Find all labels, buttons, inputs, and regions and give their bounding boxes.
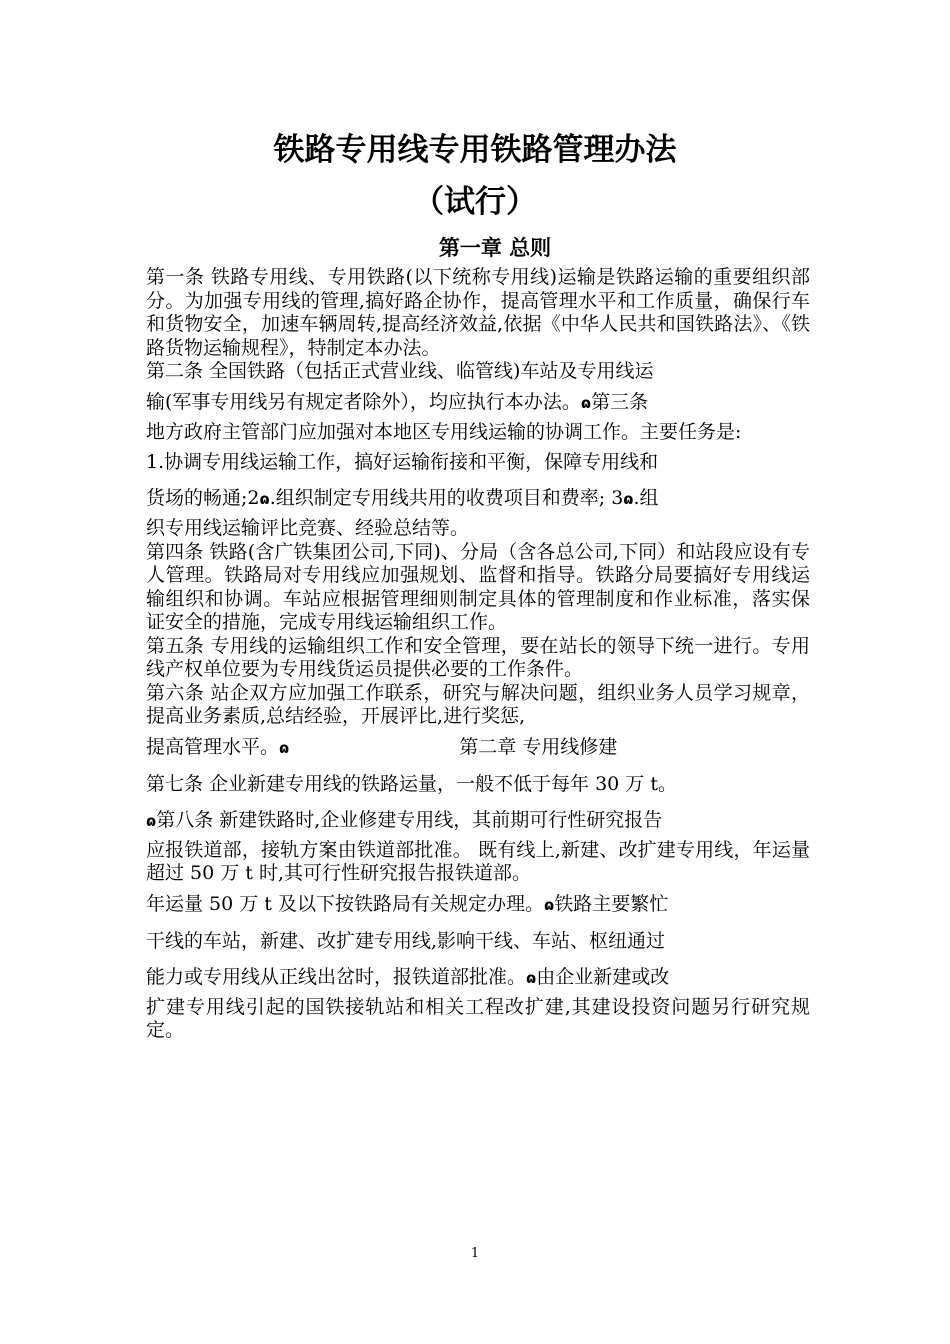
- article-2-text: 输(军事专用线另有规定者除外），均应执行本办法。: [146, 390, 581, 413]
- article-8-text: 应报铁道部，接轨方案由铁道部批准。 既有线上,新建、改扩建专用线，年运量超过 50 万 t 时,其可行性研究报告报铁道部。: [146, 838, 810, 884]
- article-3-text: 地方政府主管部门应加强对本地区专用线运输的协调工作。主要任务是:: [146, 420, 742, 443]
- document-body: [146, 266, 810, 1043]
- paragraph-mark: ɷ: [259, 490, 270, 508]
- article-6-end: 提高管理水平。: [146, 735, 280, 758]
- article-3-items-line: [146, 480, 810, 517]
- paragraph-mark: ɷ: [580, 393, 592, 412]
- article-4: 第四条 铁路(含广铁集团公司,下同)、分局（含各总公司,下同）和站段应设有专人管理。铁路局对专用线应加强规划、监督和指导。铁路分局要搞好专用线运输组织和协调。车站应根据管理细则制定具体的管理制度和作业标准，落实保证安全的措施，完成专用线运输组织工作。: [146, 540, 810, 633]
- article-8-line-5: [146, 959, 810, 996]
- article-8-approval: 能力或专用线从正线出岔时，报铁道部批准。: [146, 965, 527, 988]
- chapter-2-heading: 第二章 专用线修建: [459, 735, 618, 758]
- article-2-line-1: 第二条 全国铁路（包括正式营业线、临管线)车站及专用线运: [146, 360, 654, 382]
- article-1: 第一条 铁路专用线、专用铁路(以下统称专用线)运输是铁路运输的重要组织部分。为加强专用线的管理,搞好路企协作，提高管理水平和工作质量，确保行车和货物安全，加速车辆周转,提高经济效益,依据《中华人民共和国铁路法》、《铁路货物运输规程》，特制定本办法。: [146, 266, 810, 359]
- paragraph-mark: ɷ: [279, 738, 290, 757]
- paragraph-mark: ɷ: [526, 968, 537, 987]
- article-8-line-3: [146, 886, 810, 923]
- paragraph-mark: ɷ: [623, 490, 634, 508]
- article-3-item-3-start: .组: [633, 487, 659, 509]
- chapter-1-heading: 第一章 总则: [438, 235, 552, 260]
- article-3-item-2: .组织制定专用线共用的收费项目和费率; 3: [269, 487, 624, 509]
- paragraph-mark: ɷ: [543, 895, 555, 914]
- article-8-trunk-start: 铁路主要繁忙: [554, 892, 669, 915]
- article-8-enterprise-start: 由企业新建或改: [536, 965, 670, 988]
- paragraph-mark: ɷ: [146, 811, 157, 830]
- article-3-item-2-start: 货场的畅通;2: [146, 487, 260, 509]
- article-3-item-3: 织专用线运输评比竞赛、经验总结等。: [146, 517, 470, 539]
- article-3-label: 第三条: [591, 390, 649, 413]
- page-number: 1: [470, 1246, 480, 1261]
- article-6-end-line: [146, 729, 810, 766]
- article-8-end: 扩建专用线引起的国铁接轨站和相关工程改扩建,其建设投资问题另行研究规定。: [146, 995, 810, 1041]
- article-8-line-4: 干线的车站，新建、改扩建专用线,影响干线、车站、枢纽通过: [146, 929, 666, 952]
- article-8-start: 第八条 新建铁路时,企业修建专用线，其前期可行性研究报告: [156, 808, 663, 831]
- article-8-volume: 年运量 50 万 t 及以下按铁路局有关规定办理。: [146, 892, 544, 915]
- document-subtitle: （试行）: [413, 184, 537, 220]
- document-title: 铁路专用线专用铁路管理办法: [273, 132, 677, 168]
- article-5: 第五条 专用线的运输组织工作和安全管理，要在站长的领导下统一进行。专用线产权单位要为专用线货运员提供必要的工作条件。: [146, 634, 810, 680]
- article-7: 第七条 企业新建专用线的铁路运量，一般不低于每年 30 万 t。: [146, 772, 677, 795]
- article-6: 第六条 站企双方应加强工作联系，研究与解决问题，组织业务人员学习规章，提高业务素质,总结经验，开展评比,进行奖惩,: [146, 681, 810, 727]
- article-3-item-1: 1.协调专用线运输工作，搞好运输衔接和平衡，保障专用线和: [146, 451, 659, 473]
- article-8-line-1: [146, 802, 810, 839]
- article-2-line-2: [146, 384, 810, 421]
